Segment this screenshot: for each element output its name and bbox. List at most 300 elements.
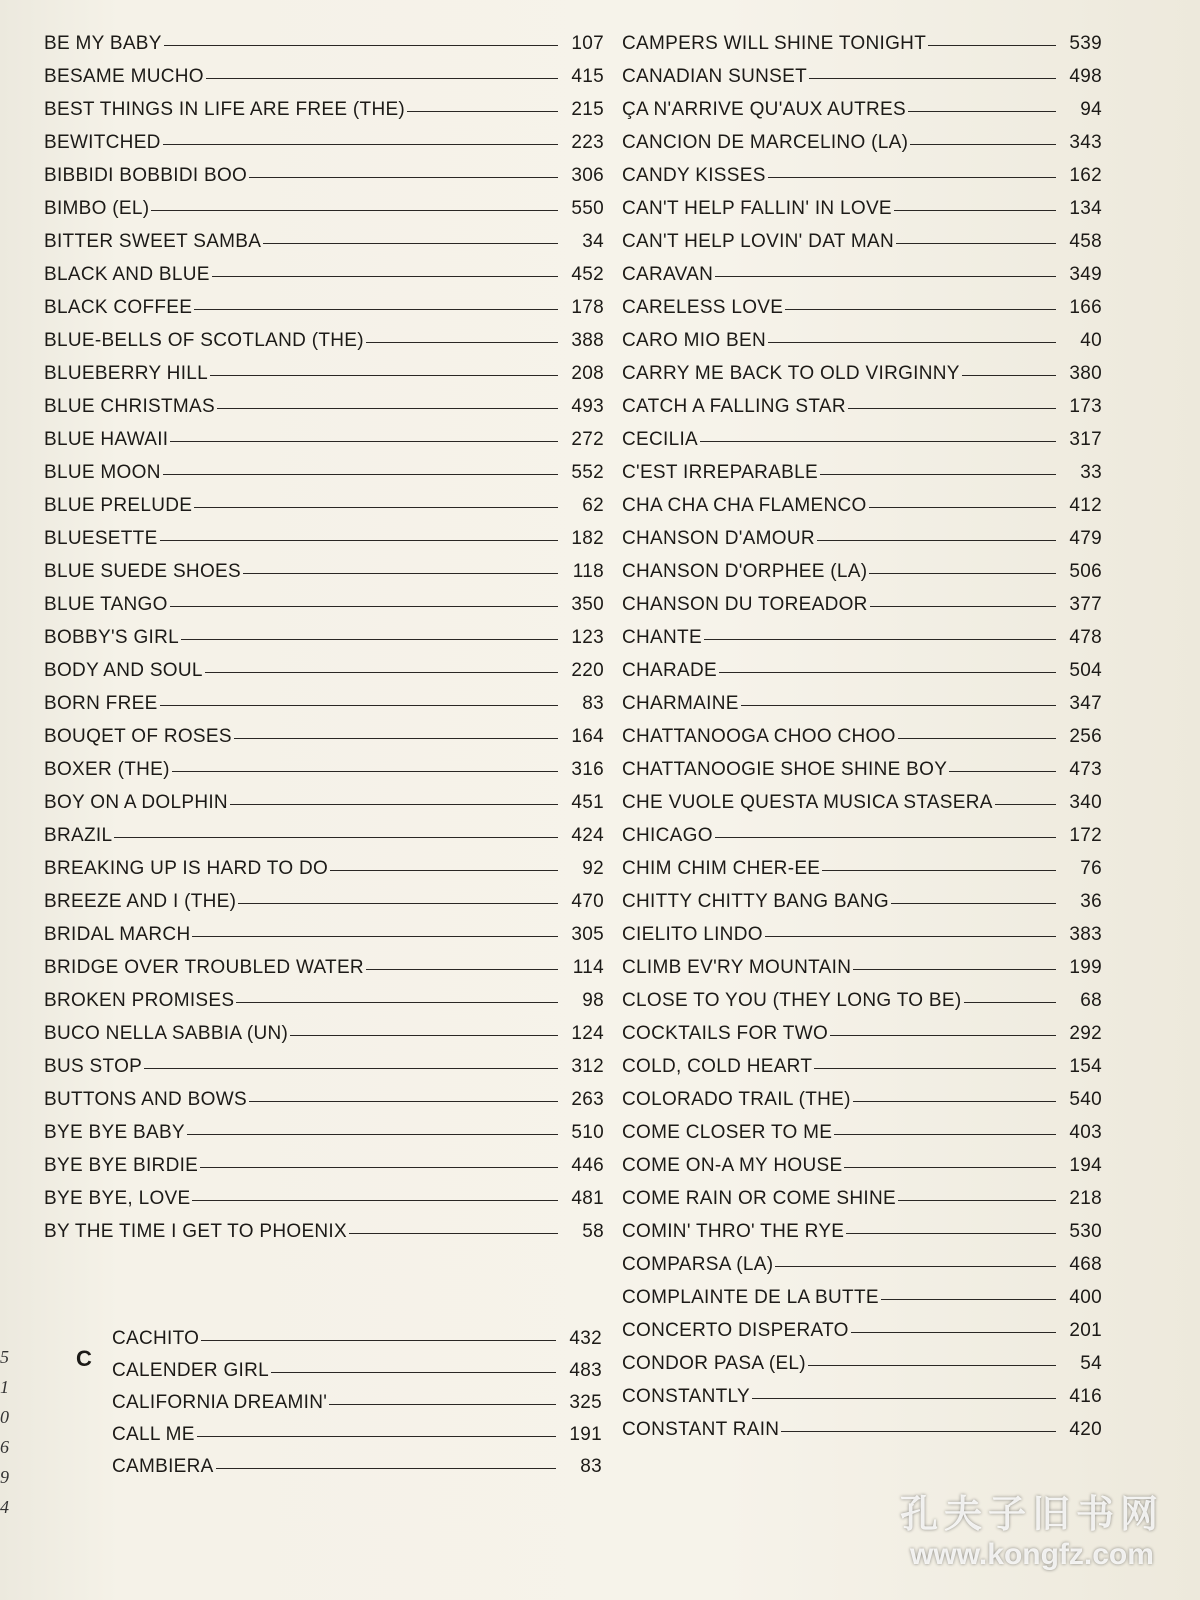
index-entry (622, 847, 1102, 880)
page-number: 306 (571, 165, 604, 186)
index-entry (44, 1045, 604, 1078)
index-entry (622, 286, 1102, 319)
song-title: CHANSON D'ORPHEE (LA) (622, 561, 868, 582)
page-number: 412 (1069, 495, 1102, 516)
song-title: CALL ME (112, 1424, 195, 1445)
index-entry (44, 55, 604, 88)
index-entry (44, 946, 604, 979)
index-entry (622, 154, 1102, 187)
index-entry (622, 517, 1102, 550)
song-title: CHICAGO (622, 825, 713, 846)
page-number: 424 (571, 825, 604, 846)
page-number: 316 (571, 759, 604, 780)
page-number: 416 (1069, 1386, 1102, 1407)
index-entry (622, 1111, 1102, 1144)
page-number: 349 (1069, 264, 1102, 285)
index-entry (622, 451, 1102, 484)
index-entry (622, 253, 1102, 286)
page-number: 194 (1069, 1155, 1102, 1176)
leader-line (181, 639, 558, 640)
song-title: BIMBO (EL) (44, 198, 150, 219)
index-entry (44, 1111, 604, 1144)
page-number: 432 (569, 1328, 602, 1349)
leader-line (216, 1468, 556, 1469)
song-title: BLACK COFFEE (44, 297, 193, 318)
index-entry (44, 880, 604, 913)
leader-line (263, 243, 558, 244)
page-number: 94 (1080, 99, 1102, 120)
song-title: CECILIA (622, 429, 699, 450)
song-title: CONCERTO DISPERATO (622, 1320, 849, 1341)
page-number: 223 (571, 132, 604, 153)
leader-line (962, 375, 1056, 376)
watermark-url: www.kongfz.com (910, 1538, 1154, 1571)
page-number: 162 (1069, 165, 1102, 186)
index-entry (622, 649, 1102, 682)
leader-line (775, 1266, 1056, 1267)
index-entry (44, 649, 604, 682)
song-title: CANDY KISSES (622, 165, 766, 186)
page-number: 83 (582, 693, 604, 714)
leader-line (781, 1431, 1056, 1432)
page-number: 154 (1069, 1056, 1102, 1077)
leader-line (210, 375, 558, 376)
song-title: CHARADE (622, 660, 718, 681)
page-number: 98 (582, 990, 604, 1011)
index-entry (44, 814, 604, 847)
leader-line (170, 606, 558, 607)
leader-line (164, 45, 558, 46)
song-title: BLUE SUEDE SHOES (44, 561, 241, 582)
song-title: BRIDGE OVER TROUBLED WATER (44, 957, 364, 978)
leader-line (704, 639, 1056, 640)
page-number: 76 (1080, 858, 1102, 879)
leader-line (114, 837, 558, 838)
page-number: 208 (571, 363, 604, 384)
leader-line (995, 804, 1056, 805)
index-entry (622, 484, 1102, 517)
index-entry (44, 1144, 604, 1177)
song-title: CAMPERS WILL SHINE TONIGHT (622, 33, 927, 54)
page-number: 58 (582, 1221, 604, 1242)
index-entry (44, 385, 604, 418)
song-title: BOUQET OF ROSES (44, 726, 232, 747)
page-number: 347 (1069, 693, 1102, 714)
index-entry (622, 1012, 1102, 1045)
page-number: 317 (1069, 429, 1102, 450)
song-title: CANCION DE MARCELINO (LA) (622, 132, 909, 153)
leader-line (715, 276, 1056, 277)
leader-line (765, 936, 1056, 937)
index-entry (112, 1350, 602, 1382)
left-index-column (44, 22, 604, 1243)
index-entry (622, 1045, 1102, 1078)
song-title: CHATTANOOGA CHOO CHOO (622, 726, 896, 747)
leader-line (817, 540, 1056, 541)
song-title: BOBBY'S GIRL (44, 627, 179, 648)
song-title: CHANTE (622, 627, 702, 648)
leader-line (896, 243, 1056, 244)
leader-line (206, 78, 558, 79)
page-number: 451 (571, 792, 604, 813)
index-entry (112, 1414, 602, 1446)
index-entry (44, 616, 604, 649)
margin-number: 6 (0, 1437, 9, 1457)
leader-line (200, 1167, 558, 1168)
leader-line (820, 474, 1056, 475)
page-number: 124 (571, 1023, 604, 1044)
song-title: C'EST IRREPARABLE (622, 462, 818, 483)
page-number: 325 (569, 1392, 602, 1413)
index-entry (622, 748, 1102, 781)
song-title: BLACK AND BLUE (44, 264, 210, 285)
page-number: 33 (1080, 462, 1102, 483)
leader-line (822, 870, 1056, 871)
song-title: CATCH A FALLING STAR (622, 396, 846, 417)
index-entry (44, 121, 604, 154)
leader-line (814, 1068, 1056, 1069)
song-title: BITTER SWEET SAMBA (44, 231, 262, 252)
leader-line (869, 507, 1056, 508)
index-entry (622, 1276, 1102, 1309)
margin-number: 4 (0, 1497, 9, 1517)
page-number: 83 (580, 1456, 602, 1477)
song-title: BLUE MOON (44, 462, 161, 483)
leader-line (928, 45, 1056, 46)
index-entry (44, 1177, 604, 1210)
song-title: CHITTY CHITTY BANG BANG (622, 891, 889, 912)
index-entry (622, 88, 1102, 121)
song-title: CLOSE TO YOU (THEY LONG TO BE) (622, 990, 962, 1011)
song-title: CANADIAN SUNSET (622, 66, 808, 87)
leader-line (151, 210, 558, 211)
margin-number: 5 (0, 1347, 9, 1367)
song-title: BESAME MUCHO (44, 66, 204, 87)
page-number: 539 (1069, 33, 1102, 54)
index-entry (622, 682, 1102, 715)
page-number: 92 (582, 858, 604, 879)
index-entry (112, 1318, 602, 1350)
song-title: CALENDER GIRL (112, 1360, 269, 1381)
leader-line (853, 969, 1056, 970)
page-number: 312 (571, 1056, 604, 1077)
leader-line (160, 705, 558, 706)
song-title: COCKTAILS FOR TWO (622, 1023, 829, 1044)
c-section-list (112, 1318, 602, 1478)
index-entry (622, 1144, 1102, 1177)
song-title: CALIFORNIA DREAMIN' (112, 1392, 328, 1413)
page-number: 483 (569, 1360, 602, 1381)
page-number: 256 (1069, 726, 1102, 747)
page-number: 114 (572, 957, 604, 978)
page-number: 107 (571, 33, 604, 54)
leader-line (768, 177, 1056, 178)
leader-line (330, 870, 558, 871)
leader-line (163, 474, 558, 475)
page-number: 166 (1069, 297, 1102, 318)
index-entry (622, 781, 1102, 814)
index-entry (44, 517, 604, 550)
leader-line (808, 1365, 1056, 1366)
song-title: BROKEN PROMISES (44, 990, 235, 1011)
leader-line (290, 1035, 558, 1036)
page-number: 498 (1069, 66, 1102, 87)
index-entry (622, 418, 1102, 451)
index-entry (622, 319, 1102, 352)
song-title: BEST THINGS IN LIFE ARE FREE (THE) (44, 99, 406, 120)
leader-line (407, 111, 558, 112)
song-title: COMPARSA (LA) (622, 1254, 774, 1275)
index-entry (622, 880, 1102, 913)
song-title: ÇA N'ARRIVE QU'AUX AUTRES (622, 99, 906, 120)
leader-line (809, 78, 1056, 79)
song-title: COMPLAINTE DE LA BUTTE (622, 1287, 879, 1308)
leader-line (163, 144, 558, 145)
index-entry (622, 121, 1102, 154)
leader-line (894, 210, 1056, 211)
song-title: CHA CHA CHA FLAMENCO (622, 495, 867, 516)
page-number: 54 (1080, 1353, 1102, 1374)
page-number: 415 (571, 66, 604, 87)
page-number: 420 (1069, 1419, 1102, 1440)
song-title: CONDOR PASA (EL) (622, 1353, 806, 1374)
index-entry (622, 352, 1102, 385)
leader-line (719, 672, 1056, 673)
song-title: BLUE PRELUDE (44, 495, 193, 516)
page-number: 36 (1080, 891, 1102, 912)
index-entry (44, 484, 604, 517)
song-title: BLUE TANGO (44, 594, 168, 615)
page-number: 468 (1069, 1254, 1102, 1275)
song-title: COME CLOSER TO ME (622, 1122, 833, 1143)
leader-line (870, 606, 1056, 607)
index-entry (44, 319, 604, 352)
leader-line (192, 936, 558, 937)
leader-line (869, 573, 1056, 574)
margin-number: 0 (0, 1407, 9, 1427)
song-title: COME RAIN OR COME SHINE (622, 1188, 896, 1209)
leader-line (236, 1002, 558, 1003)
leader-line (144, 1068, 558, 1069)
index-entry (622, 187, 1102, 220)
index-entry (622, 220, 1102, 253)
index-entry (44, 682, 604, 715)
song-title: BYE BYE BABY (44, 1122, 185, 1143)
song-title: CARRY ME BACK TO OLD VIRGINNY (622, 363, 960, 384)
page-number: 263 (571, 1089, 604, 1110)
page-number: 470 (571, 891, 604, 912)
leader-line (785, 309, 1056, 310)
leader-line (834, 1134, 1056, 1135)
index-entry (112, 1446, 602, 1478)
page-number: 350 (571, 594, 604, 615)
page-number: 164 (571, 726, 604, 747)
index-entry (44, 451, 604, 484)
leader-line (910, 144, 1056, 145)
page-number: 40 (1080, 330, 1102, 351)
song-title: CHATTANOOGIE SHOE SHINE BOY (622, 759, 948, 780)
page-number: 199 (1069, 957, 1102, 978)
index-entry (622, 22, 1102, 55)
index-entry (44, 1012, 604, 1045)
leader-line (908, 111, 1056, 112)
page-number: 62 (582, 495, 604, 516)
page-number: 201 (1069, 1320, 1102, 1341)
leader-line (964, 1002, 1057, 1003)
song-title: CACHITO (112, 1328, 200, 1349)
index-entry (44, 253, 604, 286)
song-title: BLUEBERRY HILL (44, 363, 209, 384)
song-title: BREAKING UP IS HARD TO DO (44, 858, 329, 879)
margin-numbers (0, 1342, 14, 1522)
leader-line (949, 771, 1056, 772)
leader-line (752, 1398, 1056, 1399)
song-title: COMIN' THRO' THE RYE (622, 1221, 845, 1242)
song-title: CHIM CHIM CHER-EE (622, 858, 821, 879)
song-title: BOY ON A DOLPHIN (44, 792, 228, 813)
song-title: BUCO NELLA SABBIA (UN) (44, 1023, 289, 1044)
index-entry (622, 1408, 1102, 1441)
index-entry (44, 583, 604, 616)
page-number: 340 (1069, 792, 1102, 813)
page-number: 218 (1069, 1188, 1102, 1209)
leader-line (830, 1035, 1056, 1036)
page-number: 473 (1069, 759, 1102, 780)
index-entry (622, 55, 1102, 88)
page-number: 191 (569, 1424, 602, 1445)
leader-line (201, 1340, 556, 1341)
song-title: BEWITCHED (44, 132, 161, 153)
leader-line (848, 408, 1056, 409)
leader-line (881, 1299, 1056, 1300)
margin-number: 9 (0, 1467, 9, 1487)
index-entry (622, 1078, 1102, 1111)
leader-line (238, 903, 558, 904)
page-number: 172 (1069, 825, 1102, 846)
song-title: CLIMB EV'RY MOUNTAIN (622, 957, 852, 978)
index-entry (622, 1243, 1102, 1276)
page-number: 68 (1080, 990, 1102, 1011)
song-title: CARO MIO BEN (622, 330, 767, 351)
song-title: COME ON-A MY HOUSE (622, 1155, 843, 1176)
section-letter: C (76, 1346, 92, 1371)
leader-line (768, 342, 1056, 343)
song-title: BLUE-BELLS OF SCOTLAND (THE) (44, 330, 364, 351)
index-entry (44, 913, 604, 946)
index-entry (44, 286, 604, 319)
song-title: BORN FREE (44, 693, 158, 714)
leader-line (172, 771, 558, 772)
index-entry (44, 748, 604, 781)
page-number: 123 (571, 627, 604, 648)
index-entry (44, 352, 604, 385)
index-entry (44, 88, 604, 121)
index-entry (622, 979, 1102, 1012)
index-entry (622, 715, 1102, 748)
index-entry (622, 1342, 1102, 1375)
song-title: CHE VUOLE QUESTA MUSICA STASERA (622, 792, 993, 813)
song-title: CAMBIERA (112, 1456, 214, 1477)
leader-line (249, 177, 558, 178)
page-number: 552 (571, 462, 604, 483)
song-title: BLUE HAWAII (44, 429, 169, 450)
index-entry (622, 814, 1102, 847)
leader-line (329, 1404, 556, 1405)
index-entry (622, 1177, 1102, 1210)
leader-line (366, 969, 558, 970)
page-number: 403 (1069, 1122, 1102, 1143)
watermark (900, 1483, 1164, 1572)
song-title: BYE BYE, LOVE (44, 1188, 191, 1209)
page-number: 215 (571, 99, 604, 120)
page-number: 305 (571, 924, 604, 945)
leader-line (741, 705, 1056, 706)
song-title: CARAVAN (622, 264, 714, 285)
index-entry (622, 946, 1102, 979)
index-entry (44, 418, 604, 451)
leader-line (898, 1200, 1056, 1201)
index-entry (622, 913, 1102, 946)
song-title: BYE BYE BIRDIE (44, 1155, 199, 1176)
page-number: 540 (1069, 1089, 1102, 1110)
page-number: 388 (571, 330, 604, 351)
leader-line (230, 804, 558, 805)
song-title: CONSTANTLY (622, 1386, 750, 1407)
leader-line (366, 342, 558, 343)
index-entry (622, 550, 1102, 583)
leader-line (212, 276, 558, 277)
song-title: CHANSON DU TOREADOR (622, 594, 868, 615)
page-number: 452 (571, 264, 604, 285)
index-entry (44, 781, 604, 814)
page-number: 377 (1069, 594, 1102, 615)
leader-line (160, 540, 558, 541)
leader-line (853, 1101, 1056, 1102)
page-number: 493 (571, 396, 604, 417)
page-number: 178 (571, 297, 604, 318)
page-number: 182 (571, 528, 604, 549)
page-number: 380 (1069, 363, 1102, 384)
right-index-column (622, 22, 1102, 1441)
song-title: BRIDAL MARCH (44, 924, 191, 945)
index-entry (44, 715, 604, 748)
index-entry (622, 1375, 1102, 1408)
song-title: BRAZIL (44, 825, 113, 846)
song-title: CAN'T HELP FALLIN' IN LOVE (622, 198, 892, 219)
page-number: 118 (572, 561, 604, 582)
leader-line (197, 1436, 556, 1437)
page-number: 504 (1069, 660, 1102, 681)
leader-line (891, 903, 1056, 904)
index-entry (44, 187, 604, 220)
index-entry (44, 1078, 604, 1111)
index-entry (622, 1309, 1102, 1342)
index-entry (622, 385, 1102, 418)
index-entry (44, 1210, 604, 1243)
index-entry (44, 154, 604, 187)
page-number: 530 (1069, 1221, 1102, 1242)
page-number: 550 (571, 198, 604, 219)
song-title: COLD, COLD HEART (622, 1056, 813, 1077)
song-title: CONSTANT RAIN (622, 1419, 780, 1440)
song-title: BODY AND SOUL (44, 660, 203, 681)
song-title: CHARMAINE (622, 693, 739, 714)
leader-line (846, 1233, 1056, 1234)
page-number: 292 (1069, 1023, 1102, 1044)
index-entry (622, 583, 1102, 616)
leader-line (243, 573, 558, 574)
leader-line (700, 441, 1056, 442)
